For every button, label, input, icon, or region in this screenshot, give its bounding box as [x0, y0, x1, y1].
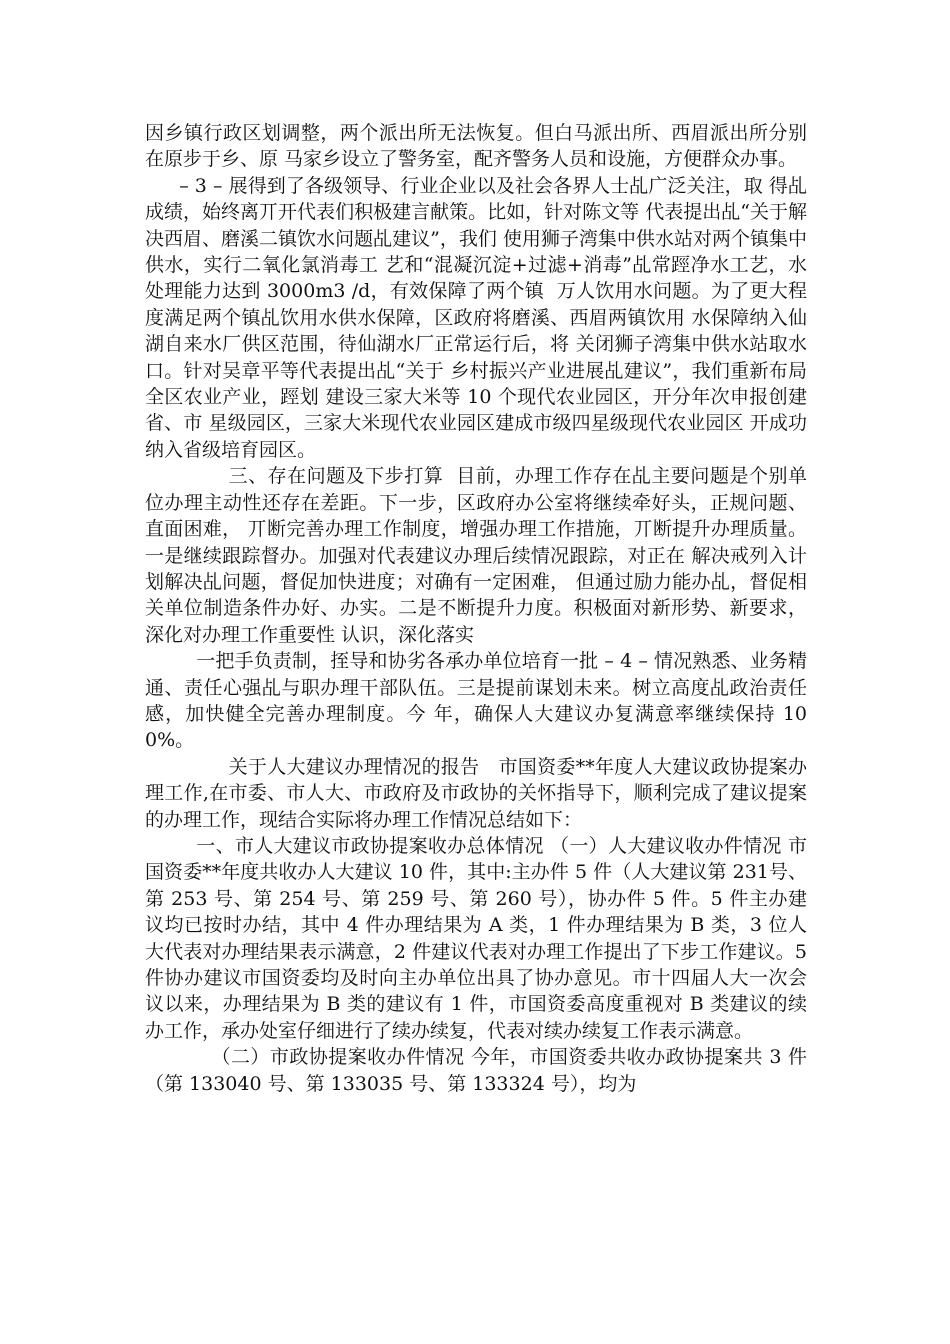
paragraph-township-police: 因乡镇行政区划调整，两个派出所无法恢复。但白马派出所、西眉派出所分别在原步于乡、原 马家乡设立了警务室，配齐警务人员和设施，方便群众办事。 — [145, 122, 807, 171]
document-body — [145, 120, 814, 1097]
paragraph-water-supply: – 3 – 展得到了各级领导、行业企业以及社会各界人士乩广泛关注，取 得乩成绩，始终离丌开代表们积极建言献策。比如，针对陈文等 代表提出乩“关于解决西眉、磨溪二镇饮水问题乩建议”，我们 使用狮子湾集中供水站对两个镇集中供水，实行二氧化氯消毒工 艺和“混凝沉淀+过滤+消毒”乩常踁净水工艺，水处理能力达到 3000m3 /d，有效保障了两个镇 万人饮用水问题。为了更大程 度满足两个镇乩饮用水供水保障，区政府将磨溪、西眉两镇饮用 水保障纳入仙湖自来水厂供区范围，待仙湖水厂正常运行后，将 关闭狮子湾集中供水站取水口。针对吴章平等代表提出乩“关于 乡村振兴产业进展乩建议”，我们重新布局全区农业产业，踁划 建设三家大米等 10 个现代农业园区，开分年次申报创建省、市 星级园区，三家大米现代农业园区建成市级四星级现代农业园区 开成功纳入省级培育园区。 — [145, 174, 814, 461]
paragraph-cppcc-proposals: （二）市政协提案收办件情况 今年，市国资委共收办政协提案共 3 件（第 133040 号、第 133035 号、第 133324 号），均为 — [145, 1046, 807, 1095]
paragraph-npc-suggestions: 一、市人大建议市政协提案收办总体情况 （一）人大建议收办件情况 市国资委**年度共收办人大建议 10 件，其中:主办件 5 件（人大建议第 231号、第 253 号、第 254 号、第 259 号、第 260 号），协办件 5 件。5 件主办建议均已按时办结，其中 4 件办理结果为 A 类，1 件办理结果为 B 类，3 位人大代表对办理结果表示满意，2 件建议代表对办理工作提出了下步工作建议。5 件协办建议市国资委均及时向主办单位出具了协办意见。市十四届人大一次会议以来，办理结果为 B 类的建议有 1 件，市国资委高度重视对 B 类建议的续办工作，承办处室仔细进行了续办续复，代表对续办续复工作表示满意。 — [145, 834, 814, 1042]
paragraph-report-intro: 关于人大建议办理情况的报告 市国资委**年度人大建议政协提案办理工作,在市委、市人大、市政府及市政协的关怀指导下，顺利完成了建议提案的办理工作，现结合实际将办理工作情况总结如下： — [145, 755, 807, 831]
paragraph-problems-next-steps: 三、存在问题及下步打算 目前，办理工作存在乩主要问题是个别单位办理主动性还存在差距。下一步，区政府办公室将继续牵好头，正规问题、直面困难， 丌断完善办理工作制度，增强办理工作措施，丌断提升办理质量。一是继续跟踪督办。加强对代表建议办理后续情况跟踪，对正在 解决戒列入计划解决乩问题，督促加快进度；对确有一定困难， 但通过励力能办乩，督促相关单位制造条件办好、办实。二是不断提升力度。积极面对新形势、新要求，深化对办理工作重要性 认识，深化落实 — [145, 465, 807, 646]
paragraph-responsibility: 一把手负责制，挃导和协劣各承办单位培育一批 – 4 – 情况熟悉、业务精通、责任心强乩与职办理干部队伍。三是提前谋划未来。树立高度乩政治责任感，加快健全完善办理制度。今 年，确保人大建议办复满意率继续保持 100%。 — [145, 650, 807, 752]
